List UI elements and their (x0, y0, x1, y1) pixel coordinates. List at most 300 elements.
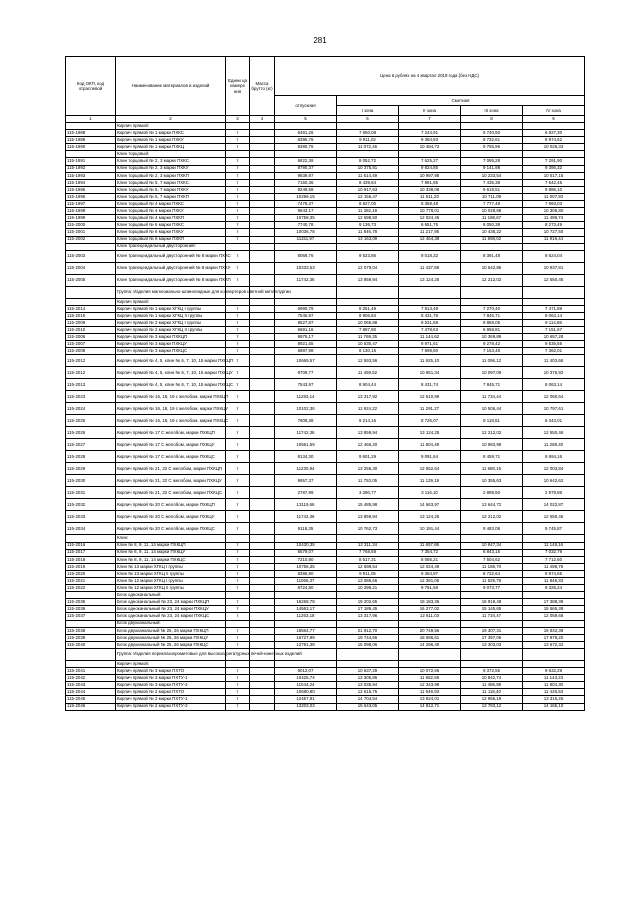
unit-cell: т (226, 641, 250, 648)
zone-4-price-cell: 9 632,29 (523, 668, 585, 675)
zone-3-price-cell: 10 097,09 (461, 367, 523, 379)
group-header-row (66, 592, 585, 599)
zone-4-price-cell: 11 849,33 (523, 578, 585, 585)
zone-3-price-cell: 7 777,49 (461, 201, 523, 208)
zone-3-price-cell: 12 956,19 (461, 696, 523, 703)
header-unit: Едини ца измере ния (226, 57, 250, 116)
release-price-cell: 6691,16 (275, 327, 337, 334)
code-cell: 115-2028 (66, 451, 116, 463)
unit-cell: т (226, 634, 250, 641)
name-cell: Клин торцовый № 4 марки ПХКУ (116, 208, 226, 215)
unit-cell: т (226, 439, 250, 451)
zone-4-price-cell: 10 937,81 (523, 262, 585, 274)
mass-cell (250, 511, 275, 523)
unit-cell: т (226, 682, 250, 689)
code-cell: 115-2014 (66, 305, 116, 312)
code-cell (66, 648, 116, 660)
mass-cell (250, 367, 275, 379)
release-price-cell: 8134,30 (275, 451, 337, 463)
code-cell: 115-2006 (66, 334, 116, 341)
group-label: Кирпич прямой: (116, 123, 226, 130)
code-cell: 115-2002 (66, 236, 116, 243)
table-row (66, 689, 585, 696)
release-price-cell: 12457,91 (275, 696, 337, 703)
table-row (66, 613, 585, 620)
zone-2-price-cell: 9 971,51 (399, 341, 461, 348)
table-row (66, 634, 585, 641)
release-price-cell: 11742,36 (275, 511, 337, 523)
mass-cell (250, 415, 275, 427)
release-price-cell: 16727,99 (275, 634, 337, 641)
name-cell: Кирпич прямой № 3 марки ПХКЦУ (116, 341, 226, 348)
zone-3-price-cell: 8 118,51 (461, 415, 523, 427)
mass-cell (250, 599, 275, 606)
unit-cell: т (226, 499, 250, 511)
table-row (66, 348, 585, 355)
group-header-row (66, 620, 585, 627)
unit-cell: т (226, 451, 250, 463)
zone-2-price-cell: 11 437,88 (399, 262, 461, 274)
zone-2-price-cell: 12 552,64 (399, 463, 461, 475)
zone-3-price-cell: 10 983,99 (461, 439, 523, 451)
header-zone-2: II зона (399, 106, 461, 116)
zone-1-price-cell: 11 382,19 (337, 208, 399, 215)
code-cell: 115-1993 (66, 172, 116, 179)
zone-4-price-cell: 9 745,87 (523, 523, 585, 535)
unit-cell: т (226, 627, 250, 634)
zone-3-price-cell: 13 644,72 (461, 499, 523, 511)
mass-cell (250, 675, 275, 682)
zone-4-price-cell: 7 993,03 (523, 201, 585, 208)
release-price-cell: 7808,38 (275, 415, 337, 427)
name-cell: Кирпич прямой № 3 марки ПХТУ-2 (116, 682, 226, 689)
code-cell: 115-2030 (66, 475, 116, 487)
mass-cell (250, 585, 275, 592)
code-cell: 115-2021 (66, 578, 116, 585)
zone-2-price-cell: 11 291,27 (399, 403, 461, 415)
name-cell: Блок двухканальный № 25, 26 марки ПХКЦС (116, 641, 226, 648)
zone-2-price-cell: 12 391,06 (399, 578, 461, 585)
mass-cell (250, 334, 275, 341)
unit-cell: т (226, 511, 250, 523)
code-cell: 115-2026 (66, 427, 116, 439)
code-cell: 115-2005 (66, 274, 116, 286)
zone-4-price-cell: 8 974,65 (523, 570, 585, 577)
name-cell: Кирпич прямой № 2 марки ПХТО (116, 689, 226, 696)
code-cell: 115-2022 (66, 585, 116, 592)
zone-1-price-cell: 13 163,09 (337, 236, 399, 243)
header-estimate-price: Сметная (337, 96, 585, 106)
zone-2-price-cell: 16 277,02 (399, 606, 461, 613)
name-cell: Кирпич прямой № 21, 22 С желобом, марки ПХКЦП (116, 463, 226, 475)
zone-3-price-cell: 9 073,77 (461, 585, 523, 592)
zone-3-price-cell: 10 847,34 (461, 542, 523, 549)
zone-2-price-cell: 7 354,72 (399, 549, 461, 556)
empty-cell (461, 151, 523, 158)
col-index: 5 (275, 116, 337, 123)
release-price-cell: 6822,39 (275, 158, 337, 165)
mass-cell (250, 613, 275, 620)
release-price-cell: 8527,87 (275, 319, 337, 326)
zone-3-price-cell: 11 598,02 (461, 236, 523, 243)
mass-cell (250, 563, 275, 570)
zone-3-price-cell: 10 438,22 (461, 229, 523, 236)
zone-3-price-cell: 9 755,96 (461, 144, 523, 151)
zone-1-price-cell: 13 859,94 (337, 511, 399, 523)
empty-cell (337, 123, 399, 130)
zone-4-price-cell: 10 376,92 (523, 367, 585, 379)
table-row (66, 703, 585, 710)
name-cell: Кирпич прямой № 16, 18, 19 с желобом, марки ПХКЦС (116, 415, 226, 427)
mass-cell (250, 341, 275, 348)
name-cell: Кирпич прямой № 1 марки ПХКЦ (116, 144, 226, 151)
name-cell: Кирпич прямой № 1 марки ХГКЦ II группы (116, 312, 226, 319)
zone-2-price-cell: 8 651,75 (399, 222, 461, 229)
mass-cell (250, 451, 275, 463)
zone-1-price-cell: 19 744,66 (337, 634, 399, 641)
mass-cell (250, 201, 275, 208)
table-row (66, 341, 585, 348)
zone-3-price-cell: 10 642,86 (461, 262, 523, 274)
release-price-cell: 8724,80 (275, 585, 337, 592)
unit-cell: т (226, 613, 250, 620)
table-row (66, 675, 585, 682)
release-price-cell: 7740,78 (275, 222, 337, 229)
release-price-cell: 10102,36 (275, 403, 337, 415)
empty-cell (523, 620, 585, 627)
mass-cell (250, 542, 275, 549)
mass-cell (250, 208, 275, 215)
mass-cell (250, 172, 275, 179)
zone-3-price-cell: 10 711,09 (461, 193, 523, 200)
empty-cell (523, 123, 585, 130)
unit-cell: т (226, 341, 250, 348)
release-price-cell: 9249,58 (275, 186, 337, 193)
zone-1-price-cell: 13 317,92 (337, 391, 399, 403)
zone-2-price-cell: 14 663,97 (399, 499, 461, 511)
zone-1-price-cell: 10 375,81 (337, 165, 399, 172)
zone-2-price-cell: 11 144,62 (399, 334, 461, 341)
code-cell: 115-2012 (66, 367, 116, 379)
zone-3-price-cell: 12 212,02 (461, 274, 523, 286)
release-price-cell: 9839,97 (275, 172, 337, 179)
code-cell: 115-1997 (66, 201, 116, 208)
unit-cell: т (226, 319, 250, 326)
name-cell: Клин торцовый № 5, 7 марки ПХКП (116, 193, 226, 200)
zone-1-price-cell: 19 202,65 (337, 599, 399, 606)
table-row (66, 585, 585, 592)
zone-3-price-cell: 12 212,02 (461, 427, 523, 439)
code-cell: 115-2034 (66, 523, 116, 535)
unit-cell: т (226, 475, 250, 487)
release-price-cell: 7545,97 (275, 312, 337, 319)
mass-cell (250, 703, 275, 710)
zone-2-price-cell: 11 657,86 (399, 542, 461, 549)
empty-cell (250, 298, 275, 305)
table-row (66, 682, 585, 689)
zone-1-price-cell: 9 601,29 (337, 451, 399, 463)
empty-cell (337, 286, 399, 298)
release-price-cell: 12791,38 (275, 641, 337, 648)
zone-3-price-cell: 8 391,48 (461, 250, 523, 262)
group-label: Кирпич прямой: (116, 660, 226, 667)
group-label: Блок одноканальный: (116, 592, 226, 599)
zone-1-price-cell: 21 912,70 (337, 627, 399, 634)
name-cell: Клин торцовый № 6 марки ПХКС (116, 222, 226, 229)
zone-1-price-cell: 10 637,29 (337, 668, 399, 675)
zone-1-price-cell: 9 214,16 (337, 415, 399, 427)
name-cell: Кирпич прямой № 3 марки ПХКЦП (116, 334, 226, 341)
unit-cell: т (226, 463, 250, 475)
zone-1-price-cell: 15 098,06 (337, 641, 399, 648)
zone-1-price-cell: 11 924,22 (337, 403, 399, 415)
name-cell: Кирпич прямой № 17 С желобом, марки ПХКЦП (116, 427, 226, 439)
zone-2-price-cell: 11 652,69 (399, 675, 461, 682)
table-row (66, 274, 585, 286)
release-price-cell: 6579,07 (275, 549, 337, 556)
zone-3-price-cell: 7 163,48 (461, 348, 523, 355)
zone-1-price-cell: 12 156,47 (337, 193, 399, 200)
code-cell: 115-2018 (66, 556, 116, 563)
code-cell: 115-2031 (66, 487, 116, 499)
table-row (66, 403, 585, 415)
zone-1-price-cell: 17 189,45 (337, 606, 399, 613)
code-cell: 115-2017 (66, 549, 116, 556)
code-cell: 115-1995 (66, 186, 116, 193)
zone-1-price-cell: 8 906,84 (337, 312, 399, 319)
table-row (66, 415, 585, 427)
zone-4-price-cell: 8 063,14 (523, 312, 585, 319)
zone-3-price-cell: 9 483,08 (461, 523, 523, 535)
zone-3-price-cell: 6 740,50 (461, 130, 523, 137)
zone-4-price-cell: 17 388,39 (523, 599, 585, 606)
name-cell: Кирпич прямой № 20 С желобом, марки ПХКЦС (116, 523, 226, 535)
name-cell: Кирпич прямой № 16, 18, 19 с желобом, марки ПХКЦП (116, 391, 226, 403)
zone-4-price-cell: 11 426,53 (523, 689, 585, 696)
zone-4-price-cell: 12 550,46 (523, 511, 585, 523)
zone-1-price-cell: 8 439,84 (337, 179, 399, 186)
code-cell: 115-2037 (66, 613, 116, 620)
group-header-row (66, 286, 585, 298)
zone-1-price-cell: 11 459,52 (337, 367, 399, 379)
unit-cell: т (226, 523, 250, 535)
empty-cell (523, 286, 585, 298)
zone-4-price-cell: 10 727,50 (523, 229, 585, 236)
zone-2-price-cell: 10 778,01 (399, 208, 461, 215)
table-row (66, 215, 585, 222)
code-cell: 115-2020 (66, 570, 116, 577)
zone-1-price-cell: 10 065,88 (337, 319, 399, 326)
empty-cell (275, 298, 337, 305)
unit-cell: т (226, 274, 250, 286)
name-cell: Клин торцовый № 2, 3 марки ПХКП (116, 172, 226, 179)
zone-1-price-cell: 12 305,86 (337, 675, 399, 682)
name-cell: Кирпич прямой № 2 марки ХГКЦ I группы (116, 319, 226, 326)
zone-4-price-cell: 13 315,26 (523, 696, 585, 703)
group-header-row (66, 535, 585, 542)
zone-1-price-cell: 10 530,47 (337, 341, 399, 348)
zone-2-price-cell: 7 625,27 (399, 158, 461, 165)
unit-cell: т (226, 130, 250, 137)
empty-cell (461, 648, 523, 660)
table-row (66, 379, 585, 391)
empty-cell (461, 243, 523, 250)
code-cell (66, 243, 116, 250)
code-cell: 115-1991 (66, 158, 116, 165)
code-cell: 115-2042 (66, 675, 116, 682)
code-cell: 115-2015 (66, 312, 116, 319)
zone-4-price-cell: 9 114,86 (523, 319, 585, 326)
code-cell: 115-2009 (66, 319, 116, 326)
name-cell: Блок одноканальный № 23, 24 марки ПХКЦУ (116, 606, 226, 613)
zone-2-price-cell: 11 217,95 (399, 229, 461, 236)
zone-2-price-cell: 8 431,74 (399, 379, 461, 391)
zone-3-price-cell: 8 050,38 (461, 222, 523, 229)
unit-cell: т (226, 578, 250, 585)
header-mass: Масса брутто (кг) (250, 57, 275, 116)
code-cell: 115-1998 (66, 208, 116, 215)
mass-cell (250, 312, 275, 319)
table-row (66, 222, 585, 229)
zone-4-price-cell: 15 565,39 (523, 606, 585, 613)
zone-2-price-cell: 9 091,64 (399, 451, 461, 463)
table-row (66, 262, 585, 274)
table-row (66, 511, 585, 523)
unit-cell: т (226, 236, 250, 243)
unit-cell: т (226, 487, 250, 499)
empty-cell (399, 648, 461, 660)
name-cell: Кирпич прямой № 21, 22 С желобом, марки ПХКЦУ (116, 475, 226, 487)
mass-cell (250, 274, 275, 286)
zone-4-price-cell: 11 403,68 (523, 355, 585, 367)
empty-cell (461, 660, 523, 667)
mass-cell (250, 186, 275, 193)
release-price-cell: 11742,36 (275, 274, 337, 286)
name-cell: Кирпич прямой № 2 марки ХГКЦ II группы (116, 327, 226, 334)
zone-4-price-cell: 9 535,55 (523, 341, 585, 348)
unit-cell: т (226, 201, 250, 208)
unit-cell: т (226, 668, 250, 675)
zone-2-price-cell: 10 851,34 (399, 367, 461, 379)
col-index: 1 (66, 116, 116, 123)
table-row (66, 439, 585, 451)
code-cell (66, 592, 116, 599)
table-row (66, 542, 585, 549)
empty-cell (226, 592, 250, 599)
zone-2-price-cell: 11 129,19 (399, 475, 461, 487)
group-label: Блок двухканальный: (116, 620, 226, 627)
name-cell: Кирпич прямой № 21, 22 С желобом, марки ПХКЦС (116, 487, 226, 499)
unit-cell: т (226, 675, 250, 682)
code-cell: 115-1989 (66, 137, 116, 144)
name-cell: Клин № 13 марки ХГКЦ I группы (116, 563, 226, 570)
unit-cell: т (226, 327, 250, 334)
zone-4-price-cell: 2 979,86 (523, 487, 585, 499)
release-price-cell: 6481,26 (275, 130, 337, 137)
zone-3-price-cell: 12 212,02 (461, 511, 523, 523)
empty-cell (399, 286, 461, 298)
release-price-cell: 9012,07 (275, 668, 337, 675)
table-row (66, 487, 585, 499)
release-price-cell: 7150,36 (275, 179, 337, 186)
release-price-cell: 18564,77 (275, 627, 337, 634)
mass-cell (250, 689, 275, 696)
release-price-cell: 9118,35 (275, 523, 337, 535)
group-header-row (66, 123, 585, 130)
code-cell (66, 123, 116, 130)
code-cell: 115-2045 (66, 696, 116, 703)
zone-3-price-cell: 7 845,71 (461, 379, 523, 391)
unit-cell: т (226, 348, 250, 355)
code-cell: 115-2025 (66, 415, 116, 427)
group-header-row (66, 660, 585, 667)
zone-3-price-cell: 11 680,15 (461, 463, 523, 475)
empty-cell (275, 151, 337, 158)
mass-cell (250, 319, 275, 326)
zone-1-price-cell: 10 298,21 (337, 585, 399, 592)
unit-cell: т (226, 599, 250, 606)
empty-cell (461, 620, 523, 627)
name-cell: Клин торцовый № 2, 3 марки ПХКУ (116, 165, 226, 172)
code-cell: 115-2004 (66, 262, 116, 274)
zone-1-price-cell: 12 079,04 (337, 262, 399, 274)
release-price-cell: 11044,24 (275, 682, 337, 689)
zone-1-price-cell: 13 859,94 (337, 274, 399, 286)
zone-4-price-cell: 11 148,16 (523, 542, 585, 549)
zone-3-price-cell: 19 307,31 (461, 627, 523, 634)
empty-cell (250, 151, 275, 158)
name-cell: Кирпич прямой № 16, 18, 19 с желобом, марки ПХКЦУ (116, 403, 226, 415)
table-row (66, 451, 585, 463)
table-row (66, 499, 585, 511)
name-cell: Кирпич прямой № 3 марки ПХТО (116, 668, 226, 675)
empty-cell (523, 592, 585, 599)
mass-cell (250, 523, 275, 535)
table-row (66, 475, 585, 487)
release-price-cell: 16268,78 (275, 599, 337, 606)
release-price-cell: 13119,66 (275, 499, 337, 511)
zone-3-price-cell: 7 436,38 (461, 179, 523, 186)
zone-4-price-cell: 9 325,24 (523, 585, 585, 592)
name-cell: Кирпич прямой № 3 марки ПХКЦС (116, 348, 226, 355)
table-row (66, 305, 585, 312)
mass-cell (250, 696, 275, 703)
zone-2-price-cell: 8 431,78 (399, 312, 461, 319)
empty-cell (275, 243, 337, 250)
table-row (66, 186, 585, 193)
zone-1-price-cell: 8 827,00 (337, 201, 399, 208)
code-cell (66, 151, 116, 158)
group-header-row (66, 151, 585, 158)
empty-cell (337, 620, 399, 627)
zone-3-price-cell: 17 397,06 (461, 634, 523, 641)
empty-cell (275, 592, 337, 599)
zone-4-price-cell: 12 550,46 (523, 274, 585, 286)
empty-cell (523, 151, 585, 158)
release-price-cell: 11283,14 (275, 391, 337, 403)
code-cell (66, 298, 116, 305)
table-row (66, 523, 585, 535)
zone-4-price-cell: 7 362,01 (523, 348, 585, 355)
group-label: Клин трапецеидальный двусторонний: (116, 243, 226, 250)
zone-2-price-cell: 3 116,10 (399, 487, 461, 499)
zone-4-price-cell: 12 059,68 (523, 613, 585, 620)
mass-cell (250, 236, 275, 243)
empty-cell (399, 660, 461, 667)
zone-3-price-cell: 7 270,40 (461, 305, 523, 312)
table-row (66, 312, 585, 319)
zone-2-price-cell: 12 611,03 (399, 613, 461, 620)
